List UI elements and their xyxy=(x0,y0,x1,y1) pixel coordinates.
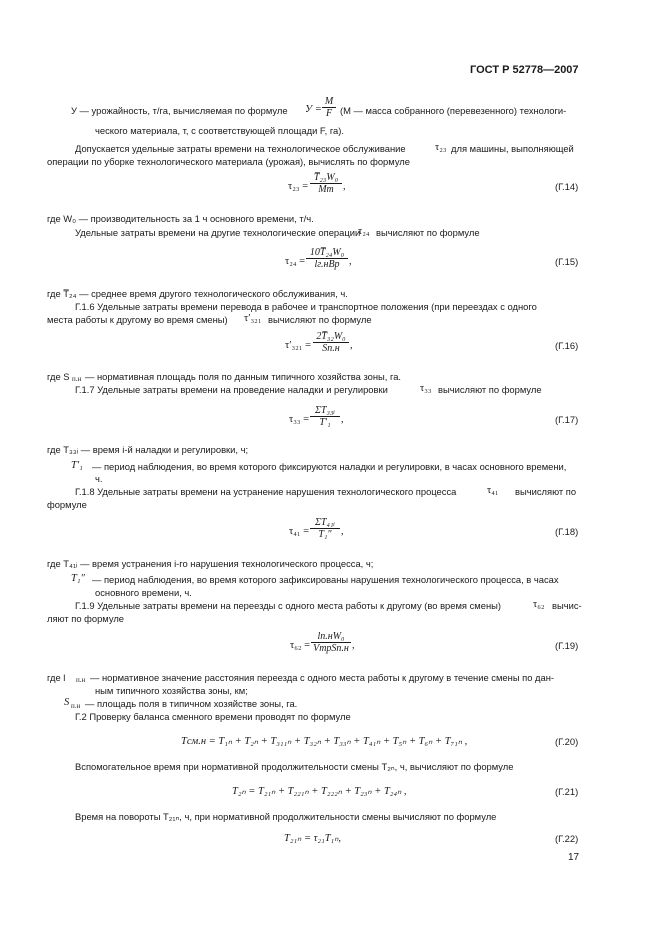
equation-number: (Г.19) xyxy=(555,640,579,651)
formula-lhs: τ₃₃ = xyxy=(289,414,310,425)
text-line: операции по уборке технологического материала (урожая), вычислять по формуле xyxy=(47,156,410,167)
text-line: Вспомогательное время при нормативной продолжительности смены T₂ₙ, ч, вычисляют по формуле xyxy=(75,761,514,772)
formula: Tсм.н = T₁ₙ + T₂ₙ + T₃₁₁ₙ + T₃₂ₙ + T₃₃ₙ + T₄₁ₙ + T₅ₙ + T₆ₙ + T₇₁ₙ , xyxy=(181,736,468,747)
formula-fraction: $\frac{\text{ΣT₄₁ᵢ}}{\text{T₁″}}$ xyxy=(310,517,340,540)
text-line: — период наблюдения, во время которого зафиксированы нарушения технологического процесса, в часах xyxy=(92,574,559,585)
formula-tail: , xyxy=(341,414,344,425)
text-line: для машины, выполняющей xyxy=(451,143,574,154)
subscript: п.н xyxy=(76,676,86,684)
page-number: 17 xyxy=(568,852,580,863)
text-line: — период наблюдения, во время которого фиксируются наладки и регулировки, в часах основного времени, xyxy=(92,461,567,472)
equation-number: (Г.22) xyxy=(555,833,579,844)
formula: T₂₁ₙ = τ₂₁T₁ₙ, xyxy=(284,833,342,844)
text-line: основного времени, ч. xyxy=(95,587,192,598)
formula-fraction: $\frac{\text{ΣT₃₃ᵢ}}{\text{T′₁}}$ xyxy=(310,405,340,428)
formula-tail: , xyxy=(343,181,346,192)
text-line: где T̅₂₄ — среднее время другого технологического обслуживания, ч. xyxy=(47,288,348,299)
text-line: где W₀ — производительность за 1 ч основного времени, т/ч. xyxy=(47,213,314,224)
inline-symbol: τ₃₃ xyxy=(420,383,432,394)
text-line: где T₄₁ᵢ — время устранения i-го нарушения технологического процесса, ч; xyxy=(47,558,374,569)
formula-lhs: τ′₃₂₁ = xyxy=(285,340,312,351)
equation-number: (Г.20) xyxy=(555,736,579,747)
inline-symbol: τ₆₂ xyxy=(533,599,545,610)
inline-symbol: T′₁ xyxy=(71,460,83,471)
text-line: ческого материала, т, с соответствующей площади F, га). xyxy=(95,125,344,136)
formula-tail: , xyxy=(350,340,353,351)
equation-number: (Г.14) xyxy=(555,181,579,192)
text-line: — площадь поля в типичном хозяйстве зоны, га. xyxy=(85,698,298,709)
inline-symbol: τ′₃₂₁ xyxy=(244,313,262,324)
text-line: Г.1.9 Удельные затраты времени на переезды с одного места работы к другому (во время смены) xyxy=(75,600,501,611)
formula-tail: , xyxy=(352,640,355,651)
formula-fraction: 10T̅₂₄W₀ lг.нBр xyxy=(306,247,348,270)
equation-number: (Г.17) xyxy=(555,414,579,425)
text-line: где T₃₃ᵢ — время i-й наладки и регулировки, ч; xyxy=(47,444,249,455)
inline-symbol: τ₂₃ xyxy=(435,142,447,153)
text-line: где S xyxy=(47,371,70,382)
formula-tail: , xyxy=(349,256,352,267)
equation-number: (Г.21) xyxy=(555,786,579,797)
text-line: — нормативная площадь поля по данным типичного хозяйства зоны, га. xyxy=(85,371,402,382)
formula-lhs: τ₂₃ = xyxy=(288,181,309,192)
inline-fraction: $\frac{M}{F}$ xyxy=(322,96,336,119)
equation-number: (Г.16) xyxy=(555,340,579,351)
formula-fraction: lп.нW₀ VтрSп.н xyxy=(311,631,351,654)
text-line: вычисляют по формуле xyxy=(268,314,372,325)
text-line: ным типичного хозяйства зоны, км; xyxy=(95,685,248,696)
formula-lhs: τ₄₁ = xyxy=(289,526,310,537)
text-line: вычисляют по формуле xyxy=(376,227,480,238)
text-line: Г.1.6 Удельные затраты времени перевода в рабочее и транспортное положения (при переездах с одного xyxy=(75,301,537,312)
standard-header: ГОСТ Р 52778—2007 xyxy=(470,64,579,76)
equation-number: (Г.15) xyxy=(555,256,579,267)
formula-fraction: 2T̅₃₂W₀ Sп.н xyxy=(313,331,349,354)
subscript: п.н xyxy=(71,702,81,710)
formula-tail: , xyxy=(341,526,344,537)
inline-formula-lhs: У = xyxy=(305,104,322,115)
text-line: вычис- xyxy=(552,600,582,611)
formula-lhs: τ₆₂ = xyxy=(290,640,311,651)
text-line: ляют по формуле xyxy=(47,613,125,624)
text-line: вычисляют по формуле xyxy=(438,384,542,395)
inline-symbol: τ₄₁ xyxy=(487,485,499,496)
text-line: Г.1.8 Удельные затраты времени на устранение нарушения технологического процесса xyxy=(75,486,457,497)
text-line: (М — масса собранного (перевезенного) технологи- xyxy=(340,105,567,116)
text-line: ч. xyxy=(95,473,103,484)
formula-fraction: T̅₂₃W₀ Mт xyxy=(310,172,342,195)
formula-lhs: τ₂₄ = xyxy=(285,256,306,267)
text-line: — нормативное значение расстояния переезда с одного места работы к другому в течение смены по дан- xyxy=(90,672,555,683)
inline-symbol: τ₂₄ xyxy=(358,226,370,237)
text-line: Удельные затраты времени на другие технологические операции xyxy=(75,227,361,238)
text-line: где l xyxy=(47,672,66,683)
text-line: места работы к другому во время смены) xyxy=(47,314,228,325)
text-line: вычисляют по xyxy=(515,486,577,497)
equation-number: (Г.18) xyxy=(555,526,579,537)
text-line: формуле xyxy=(47,499,87,510)
text-line: Г.2 Проверку баланса сменного времени проводят по формуле xyxy=(75,711,351,722)
subscript: п.н xyxy=(72,375,82,383)
formula: T₂ₙ = T₂₁ₙ + T₂₂₁ₙ + T₂₂₂ₙ + T₂₃ₙ + T₂₄ₙ , xyxy=(232,786,407,797)
text-line: У — урожайность, т/га, вычисляемая по формуле xyxy=(71,105,288,116)
inline-symbol: S xyxy=(64,697,70,708)
text-line: Время на повороты T₂₁ₙ, ч, при нормативной продолжительности смены вычисляют по формуле xyxy=(75,811,497,822)
inline-symbol: T₁″ xyxy=(71,573,85,584)
text-line: Допускается удельные затраты времени на технологическое обслуживание xyxy=(75,143,406,154)
text-line: Г.1.7 Удельные затраты времени на проведение наладки и регулировки xyxy=(75,384,388,395)
